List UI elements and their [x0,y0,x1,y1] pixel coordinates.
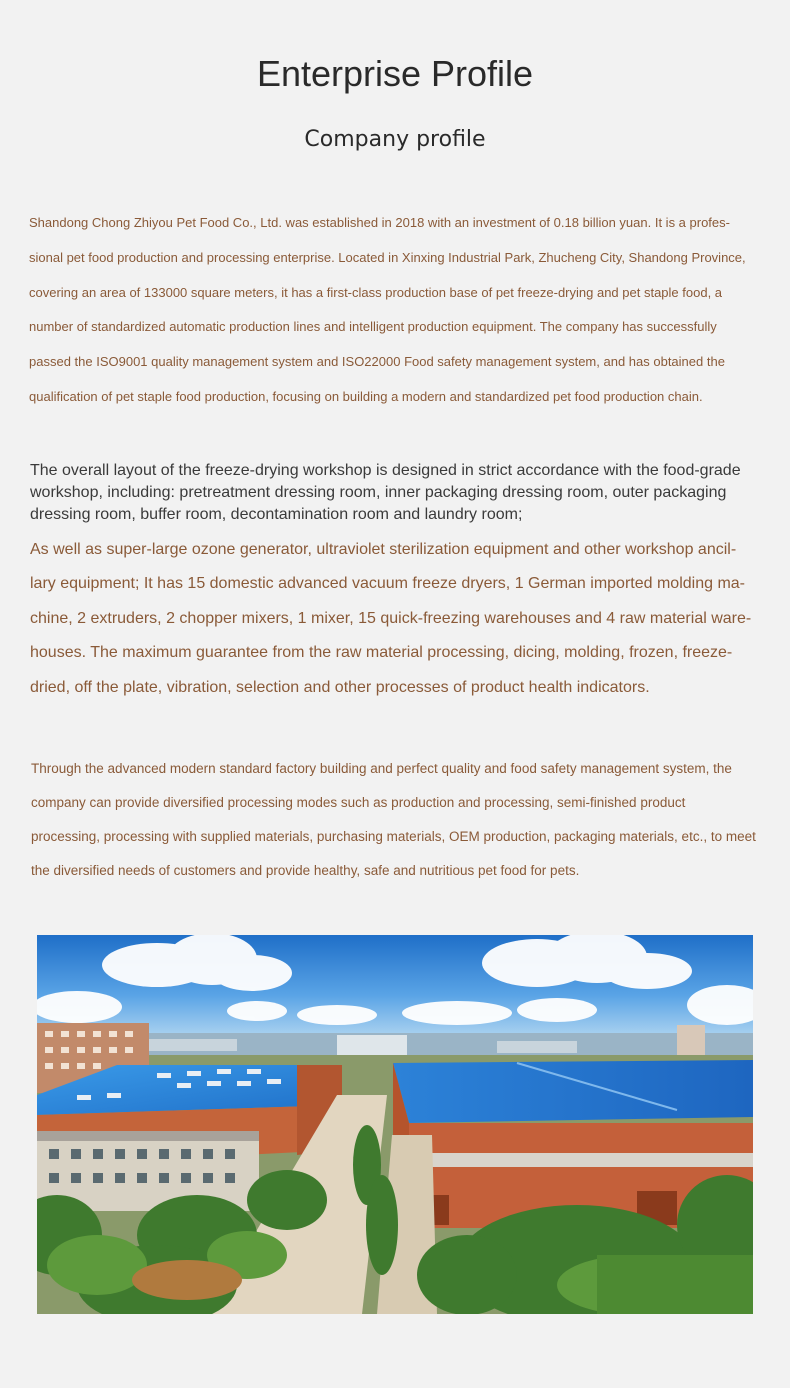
services-paragraph: Through the advanced modern standard factory building and perfect quality and food safety management system, the company can provide diversified processing modes such as production and processing, semi-finished product processing, processing with supplied materials, purchasing materials, OEM production, packaging materials, etc., to meet the diversified needs of customers and provide healthy, safe and nutritious pet food for pets. [31,761,756,878]
workshop-paragraph: The overall layout of the freeze-drying workshop is designed in strict accordance with the food-grade workshop, including: pretreatment dressing room, inner packaging dressing room, outer packaging dressing room, buffer room, decontamination room and laundry room; [30,462,741,523]
factory-aerial-photo [37,935,753,1314]
intro-paragraph: Shandong Chong Zhiyou Pet Food Co., Ltd. was established in 2018 with an investment of 0.18 billion yuan. It is a profes-sional pet food production and processing enterprise. Located in Xinxing Industrial Park, Zhucheng City, Shandong Province, covering an area of 133000 square meters, it has a first-class production base of pet freeze-drying and pet staple food, a number of standardized automatic production lines and intelligent production equipment. The company has successfully passed the ISO9001 quality management system and ISO22000 Food safety management system, and has obtained the qualification of pet staple food production, focusing on building a modern and standardized pet food production chain. [29,215,746,404]
equipment-paragraph: As well as super-large ozone generator, ultraviolet sterilization equipment and other workshop ancil-lary equipment; It has 15 domestic advanced vacuum freeze dryers, 1 German imported molding ma-chine, 2 extruders, 2 chopper mixers, 1 mixer, 15 quick-freezing warehouses and 4 raw material ware-houses. The maximum guarantee from the raw material processing, dicing, molding, frozen, freeze-dried, off the plate, vibration, selection and other processes of product health indicators. [30,541,752,696]
section-subtitle: Company profile [304,127,486,152]
page-title: Enterprise Profile [256,53,534,94]
